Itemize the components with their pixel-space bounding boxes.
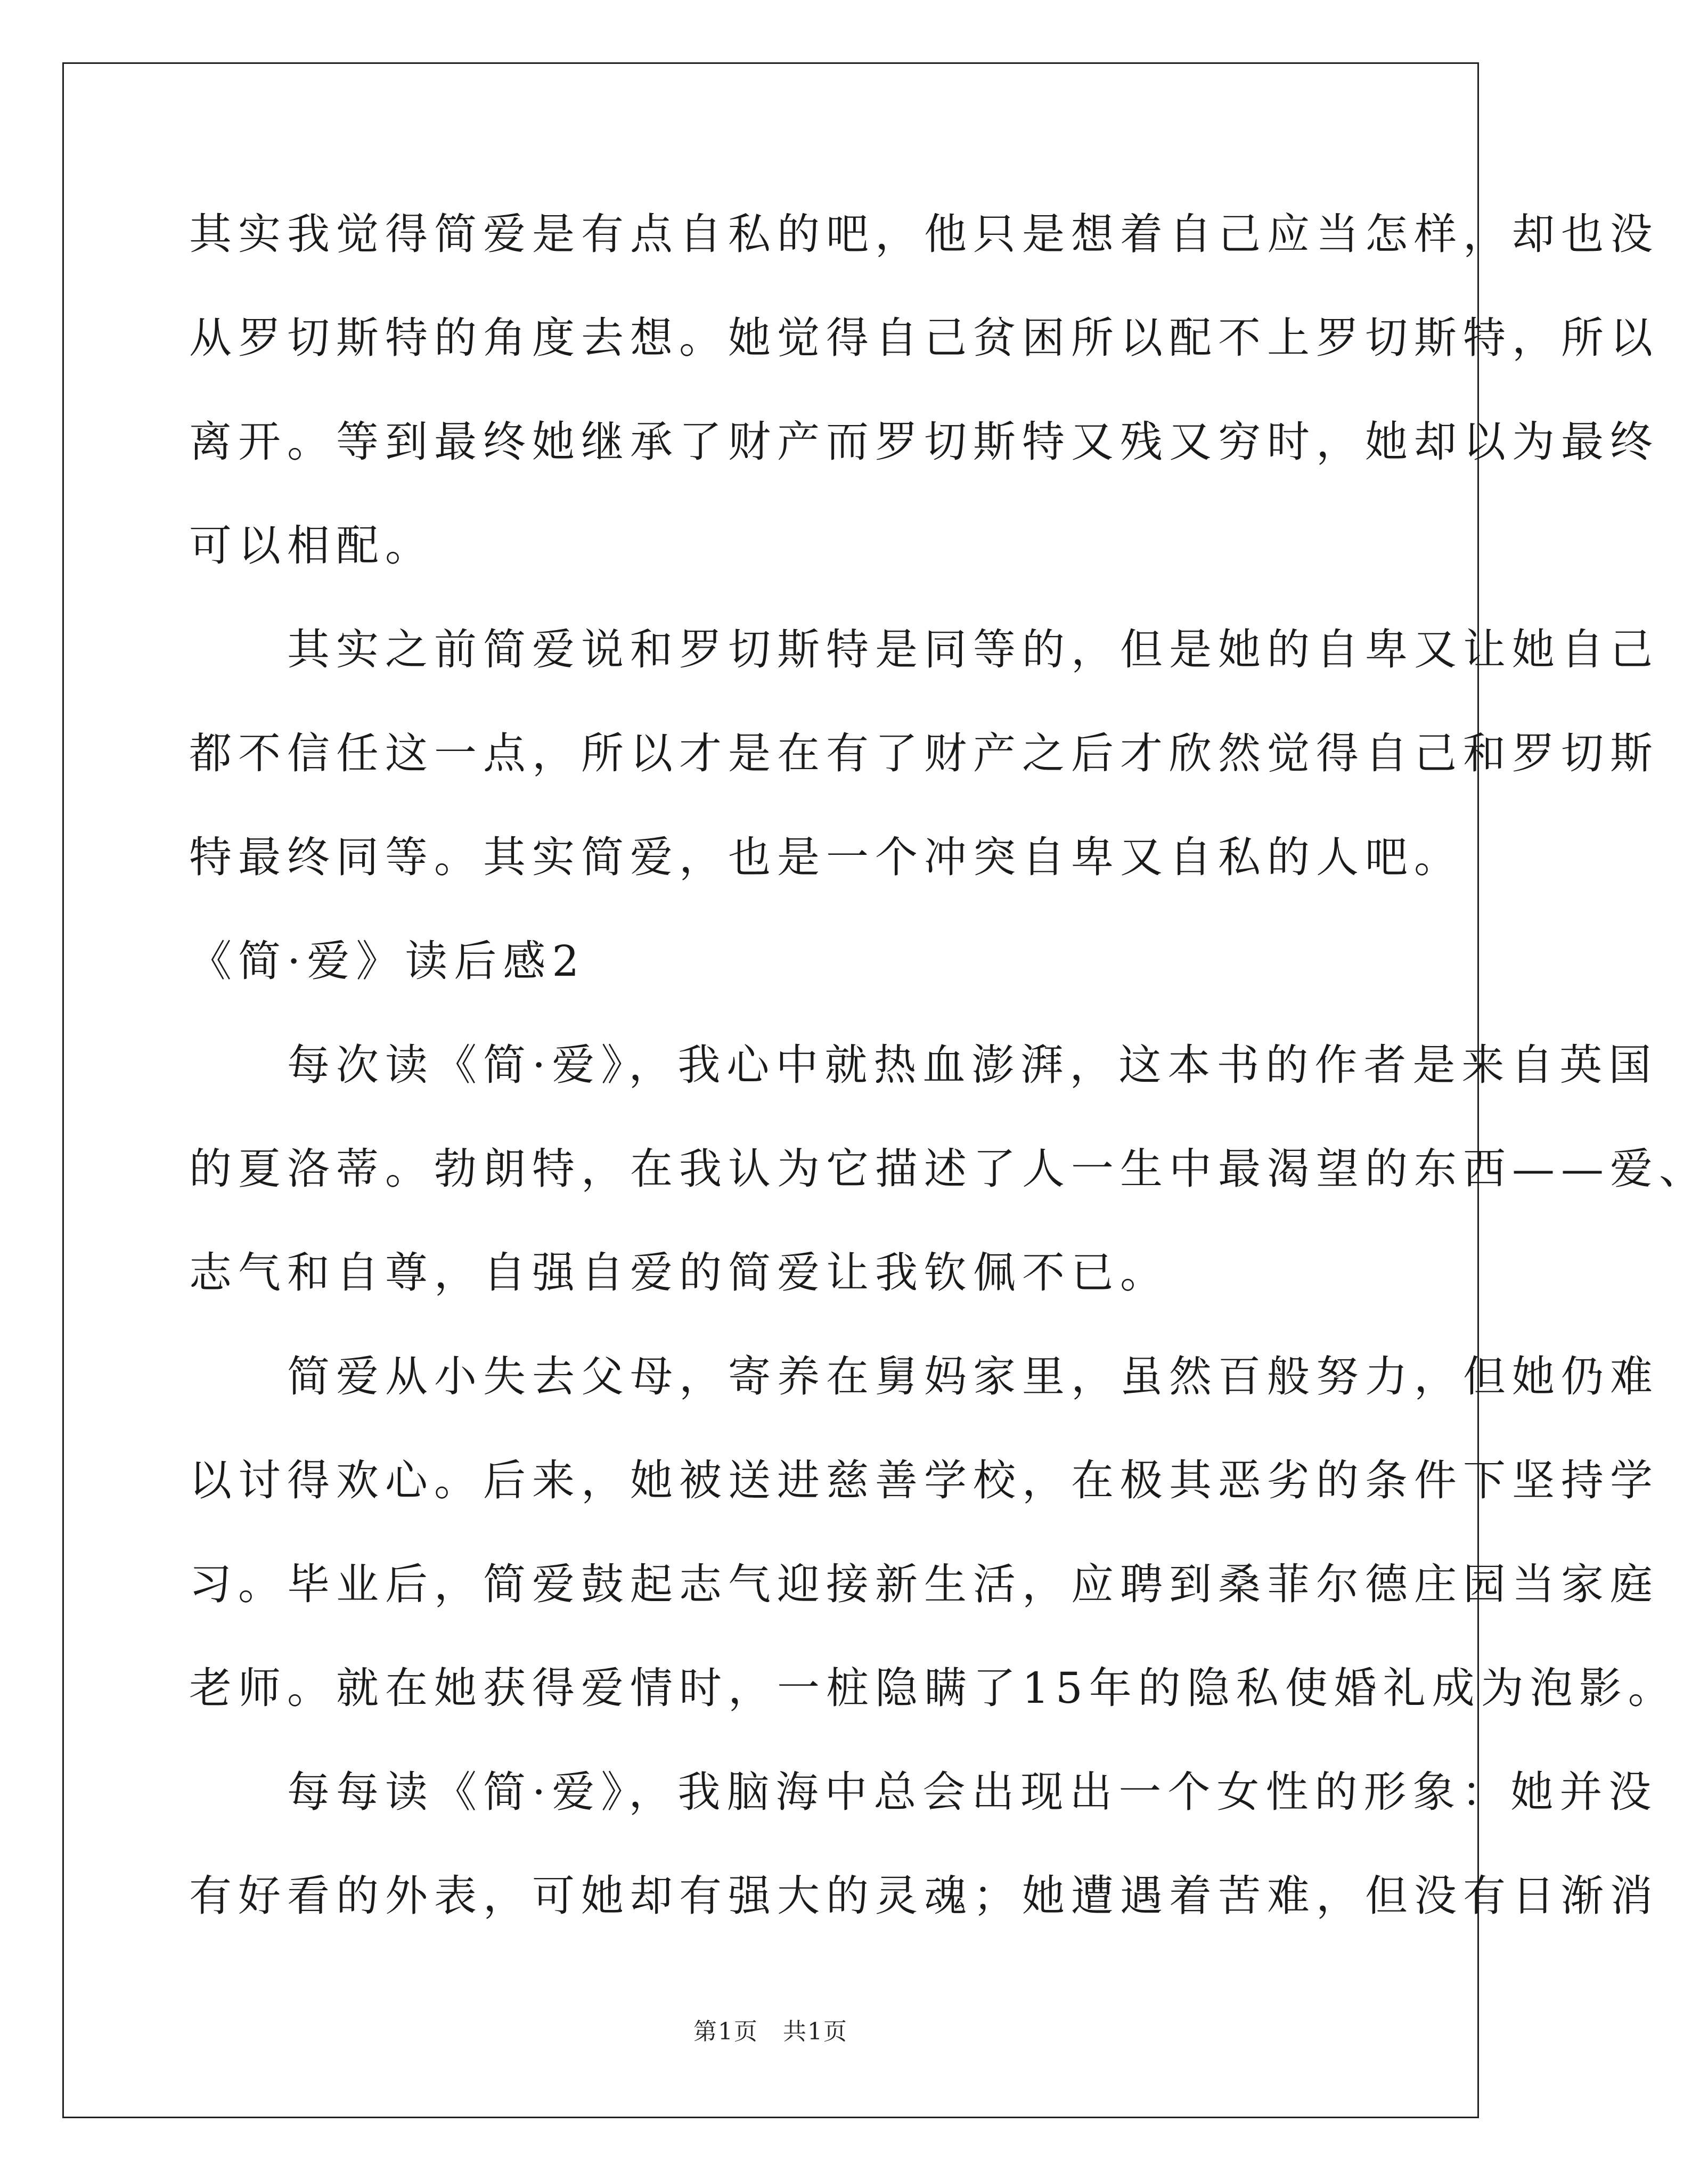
- text-line: 都不信任这一点，所以才是在有了财产之后才欣然觉得自己和罗切斯: [189, 729, 1659, 778]
- page-footer: 第1页 共1页: [693, 2018, 848, 2045]
- text-line: 其实我觉得简爱是有点自私的吧，他只是想着自己应当怎样，却也没: [189, 209, 1659, 259]
- text-line: 志气和自尊，自强自爱的简爱让我钦佩不已。: [189, 1248, 1169, 1297]
- text-line: 老师。就在她获得爱情时，一桩隐瞒了15年的隐私使婚礼成为泡影。: [189, 1663, 1677, 1713]
- text-line: 以讨得欢心。后来，她被送进慈善学校，在极其恶劣的条件下坚持学: [189, 1456, 1659, 1505]
- text-line: 离开。等到最终她继承了财产而罗切斯特又残又穷时，她却以为最终: [189, 417, 1659, 467]
- text-line: 习。毕业后，简爱鼓起志气迎接新生活，应聘到桑菲尔德庄园当家庭: [189, 1560, 1659, 1609]
- text-line: 从罗切斯特的角度去想。她觉得自己贫困所以配不上罗切斯特，所以: [189, 313, 1659, 363]
- text-line: 特最终同等。其实简爱，也是一个冲突自卑又自私的人吧。: [189, 832, 1463, 882]
- text-line: 每每读《简·爱》，我脑海中总会出现出一个女性的形象：她并没: [189, 1767, 1658, 1817]
- text-line: 每次读《简·爱》，我心中就热血澎湃，这本书的作者是来自英国: [189, 1040, 1658, 1090]
- text-line: 简爱从小失去父母，寄养在舅妈家里，虽然百般努力，但她仍难: [189, 1352, 1659, 1401]
- section-heading: 《简·爱》读后感2: [189, 936, 586, 986]
- text-line: 的夏洛蒂。勃朗特，在我认为它描述了人一生中最渴望的东西——爱、: [189, 1144, 1708, 1194]
- text-line: 其实之前简爱说和罗切斯特是同等的，但是她的自卑又让她自己: [189, 625, 1659, 674]
- text-line: 有好看的外表，可她却有强大的灵魂；她遭遇着苦难，但没有日渐消: [189, 1871, 1659, 1921]
- text-line: 可以相配。: [189, 521, 434, 570]
